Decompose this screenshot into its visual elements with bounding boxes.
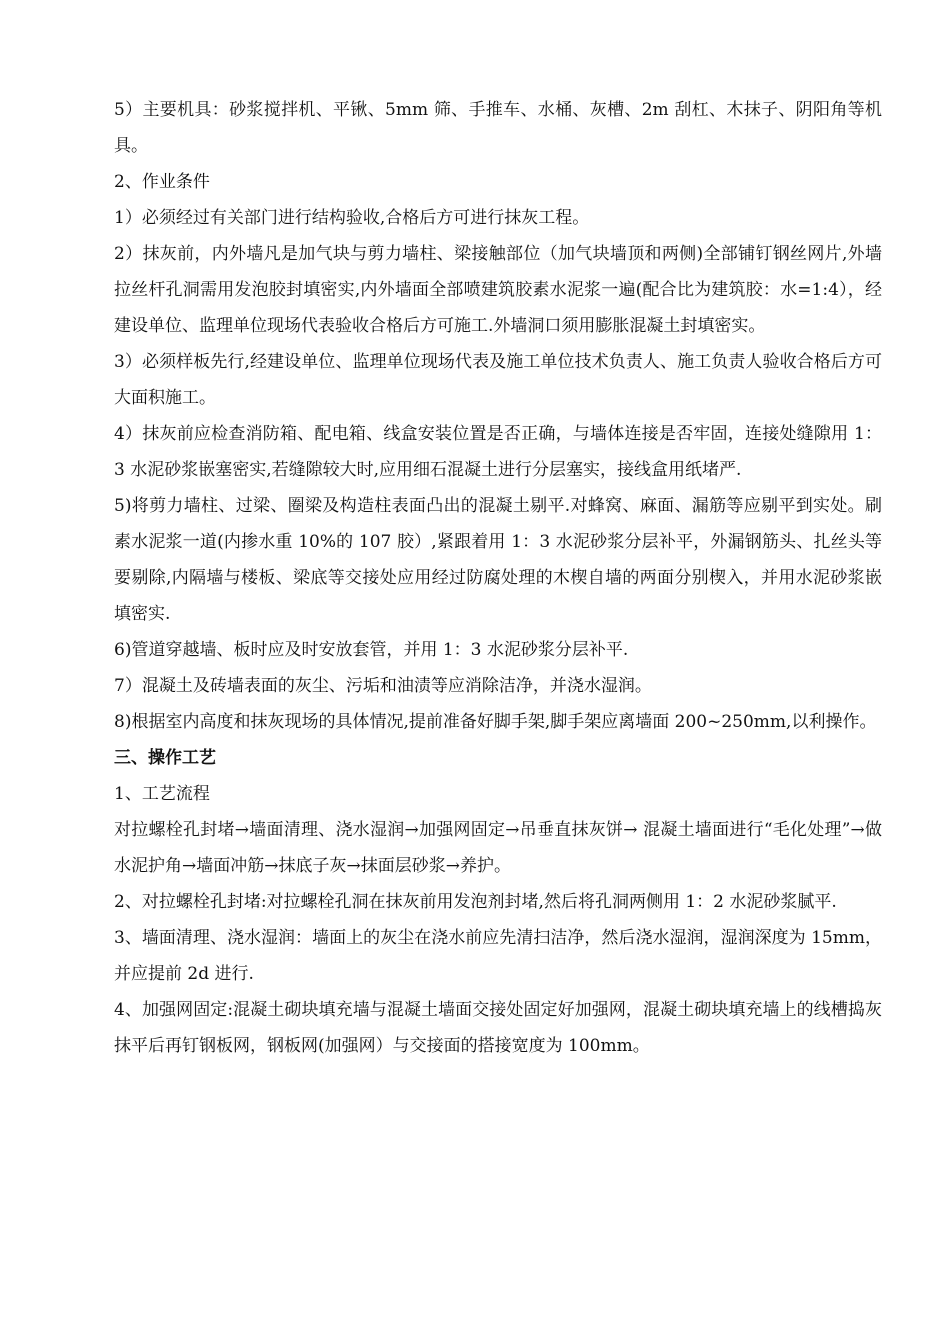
paragraph-condition-7: 7）混凝土及砖墙表面的灰尘、污垢和油渍等应消除洁净，并浇水湿润。 xyxy=(114,676,652,696)
paragraph-condition-4: 4）抹灰前应检查消防箱、配电箱、线盒安装位置是否正确，与墙体连接是否牢固，连接处缝隙用 1：3 水泥砂浆嵌塞密实,若缝隙较大时,应用细石混凝土进行分层塞实，接线盒用纸堵严. xyxy=(114,424,882,480)
paragraph-mesh-fixing: 4、加强网固定:混凝土砌块填充墙与混凝土墙面交接处固定好加强网，混凝土砌块填充墙上的线槽捣灰抹平后再钉钢板网，钢板网(加强网）与交接面的搭接宽度为 100mm。 xyxy=(114,1000,882,1056)
paragraph-process-flow: 对拉螺栓孔封堵→墙面清理、浇水湿润→加强网固定→吊垂直抹灰饼→ 混凝土墙面进行“毛化处理”→做水泥护角→墙面冲筋→抹底子灰→抹面层砂浆→养护。 xyxy=(114,820,882,876)
section-heading-operation-process: 三、操作工艺 xyxy=(114,748,216,768)
paragraph-condition-1: 1）必须经过有关部门进行结构验收,合格后方可进行抹灰工程。 xyxy=(114,208,590,228)
paragraph-bolt-hole-sealing: 2、对拉螺栓孔封堵:对拉螺栓孔洞在抹灰前用发泡剂封堵,然后将孔洞两侧用 1：2 水泥砂浆腻平. xyxy=(114,892,837,912)
paragraph-tools: 5）主要机具：砂浆搅拌机、平锹、5mm 筛、手推车、水桶、灰槽、2m 刮杠、木抹子、阴阳角等机具。 xyxy=(114,100,882,156)
paragraph-wall-cleaning: 3、墙面清理、浇水湿润：墙面上的灰尘在浇水前应先清扫洁净，然后浇水湿润，湿润深度为 15mm，并应提前 2d 进行. xyxy=(114,928,882,984)
paragraph-condition-8: 8)根据室内高度和抹灰现场的具体情况,提前准备好脚手架,脚手架应离墙面 200~250mm,以利操作。 xyxy=(114,712,877,732)
paragraph-work-conditions-heading: 2、作业条件 xyxy=(114,172,210,192)
paragraph-condition-5: 5)将剪力墙柱、过梁、圈梁及构造柱表面凸出的混凝土剔平.对蜂窝、麻面、漏筋等应剔平到实处。刷素水泥浆一道(内掺水重 10%的 107 胶）,紧跟着用 1：3 水泥砂浆分层补平，外漏钢筋头、扎丝头等要剔除,内隔墙与楼板、梁底等交接处应用经过防腐处理的木楔自墙的两面分别楔入，并用水泥砂浆嵌填密实. xyxy=(114,496,882,624)
paragraph-condition-3: 3）必须样板先行,经建设单位、监理单位现场代表及施工单位技术负责人、施工负责人验收合格后方可大面积施工。 xyxy=(114,352,882,408)
paragraph-process-flow-heading: 1、工艺流程 xyxy=(114,784,210,804)
paragraph-condition-6: 6)管道穿越墙、板时应及时安放套管，并用 1：3 水泥砂浆分层补平. xyxy=(114,640,629,660)
paragraph-condition-2: 2）抹灰前，内外墙凡是加气块与剪力墙柱、梁接触部位（加气块墙顶和两侧)全部铺钉钢丝网片,外墙拉丝杆孔洞需用发泡胶封填密实,内外墙面全部喷建筑胶素水泥浆一遍(配合比为建筑胶：水=1:4），经建设单位、监理单位现场代表验收合格后方可施工.外墙洞口须用膨胀混凝土封填密实。 xyxy=(114,244,882,336)
